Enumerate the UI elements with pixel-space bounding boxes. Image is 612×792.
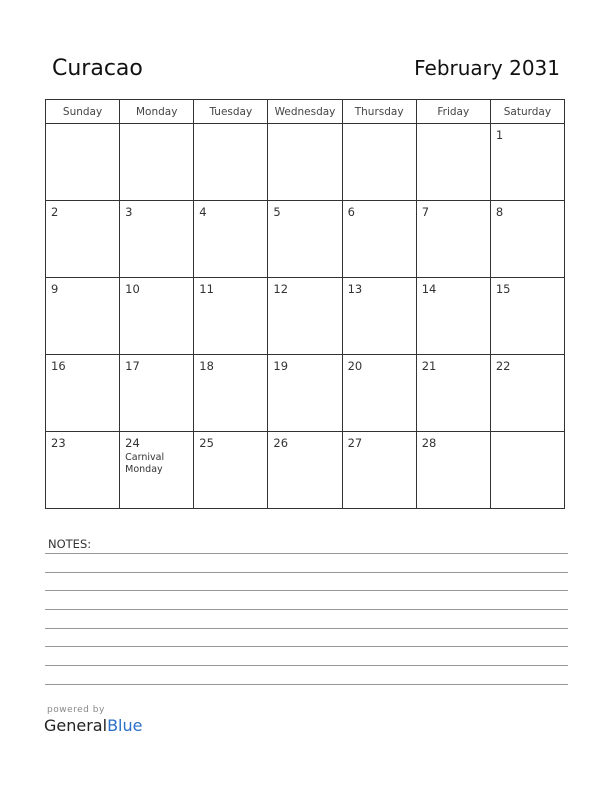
day-number: 3 bbox=[125, 205, 133, 219]
day-cell bbox=[416, 432, 490, 509]
note-line bbox=[45, 628, 568, 629]
day-cell bbox=[342, 201, 416, 278]
day-cell bbox=[120, 278, 194, 355]
brand-logo bbox=[44, 705, 142, 735]
day-cell bbox=[194, 432, 268, 509]
day-cell bbox=[46, 278, 120, 355]
notes-label: NOTES: bbox=[48, 537, 92, 551]
day-number: 10 bbox=[125, 282, 140, 296]
day-number: 26 bbox=[273, 436, 289, 450]
day-number bbox=[46, 124, 119, 128]
week-row bbox=[46, 432, 565, 509]
day-number bbox=[343, 124, 416, 128]
day-number: 9 bbox=[51, 282, 59, 296]
weekday-header-row bbox=[46, 100, 565, 124]
day-cell bbox=[268, 278, 342, 355]
brand-name bbox=[44, 716, 142, 735]
day-cell bbox=[416, 278, 490, 355]
day-cell bbox=[120, 124, 194, 201]
country-title: Curacao bbox=[52, 56, 143, 81]
holiday-label-line: Carnival bbox=[125, 452, 165, 463]
calendar-grid bbox=[45, 99, 565, 509]
day-number: 17 bbox=[125, 359, 140, 373]
day-number bbox=[417, 124, 490, 128]
day-cell bbox=[194, 201, 268, 278]
day-number bbox=[120, 124, 193, 128]
day-cell bbox=[268, 355, 342, 432]
day-number: 22 bbox=[495, 359, 511, 373]
day-cell bbox=[490, 124, 564, 201]
day-cell bbox=[120, 432, 194, 509]
weekday-monday: Monday bbox=[120, 100, 194, 124]
day-number bbox=[194, 124, 267, 128]
day-number: 20 bbox=[347, 359, 363, 373]
day-cell bbox=[416, 355, 490, 432]
note-line bbox=[45, 572, 568, 573]
weekday-friday: Friday bbox=[416, 100, 490, 124]
day-cell bbox=[120, 201, 194, 278]
day-number: 2 bbox=[51, 205, 59, 219]
day-cell bbox=[194, 278, 268, 355]
month-year-title: February 2031 bbox=[414, 56, 560, 80]
day-number: 15 bbox=[495, 282, 511, 296]
day-cell bbox=[416, 124, 490, 201]
day-cell bbox=[194, 124, 268, 201]
day-cell bbox=[268, 201, 342, 278]
note-line bbox=[45, 590, 568, 591]
day-number: 16 bbox=[51, 359, 66, 373]
day-cell bbox=[342, 124, 416, 201]
day-cell bbox=[342, 432, 416, 509]
week-row bbox=[46, 124, 565, 201]
note-line bbox=[45, 553, 568, 554]
day-number: 23 bbox=[51, 436, 66, 450]
note-line bbox=[45, 646, 568, 647]
day-number: 21 bbox=[421, 359, 437, 373]
week-row bbox=[46, 201, 565, 278]
weekday-wednesday: Wednesday bbox=[268, 100, 342, 124]
day-number: 13 bbox=[347, 282, 363, 296]
holiday-label-line: Monday bbox=[125, 464, 163, 475]
day-cell bbox=[120, 355, 194, 432]
day-number: 8 bbox=[495, 205, 504, 219]
brand-general-text: General bbox=[44, 716, 108, 735]
day-number: 25 bbox=[199, 436, 214, 450]
brand-blue-text: Blue bbox=[107, 716, 143, 735]
day-cell bbox=[46, 201, 120, 278]
day-number: 18 bbox=[199, 359, 214, 373]
day-cell bbox=[268, 432, 342, 509]
day-number: 4 bbox=[199, 205, 207, 219]
weekday-saturday: Saturday bbox=[490, 100, 564, 124]
day-number: 11 bbox=[199, 282, 214, 296]
week-row bbox=[46, 278, 565, 355]
day-number: 6 bbox=[347, 205, 355, 219]
day-cell bbox=[342, 278, 416, 355]
day-number: 7 bbox=[421, 205, 430, 219]
day-cell bbox=[490, 355, 564, 432]
day-number bbox=[491, 432, 564, 436]
day-cell bbox=[268, 124, 342, 201]
day-cell bbox=[194, 355, 268, 432]
day-number: 27 bbox=[347, 436, 363, 450]
day-cell bbox=[46, 355, 120, 432]
holiday-label bbox=[120, 450, 193, 476]
weekday-sunday: Sunday bbox=[46, 100, 120, 124]
note-line bbox=[45, 665, 568, 666]
note-line bbox=[45, 609, 568, 610]
day-cell bbox=[490, 278, 564, 355]
day-cell bbox=[46, 124, 120, 201]
note-line bbox=[45, 684, 568, 685]
weekday-tuesday: Tuesday bbox=[194, 100, 268, 124]
week-row bbox=[46, 355, 565, 432]
day-number: 14 bbox=[421, 282, 437, 296]
day-cell bbox=[490, 432, 564, 509]
powered-by-text: powered by bbox=[47, 705, 105, 715]
weekday-thursday: Thursday bbox=[342, 100, 416, 124]
day-cell bbox=[46, 432, 120, 509]
day-number: 19 bbox=[273, 359, 289, 373]
day-number bbox=[268, 124, 341, 128]
day-cell bbox=[490, 201, 564, 278]
day-number: 5 bbox=[273, 205, 281, 219]
day-number: 28 bbox=[421, 436, 437, 450]
day-cell bbox=[416, 201, 490, 278]
day-number: 12 bbox=[273, 282, 289, 296]
day-number: 1 bbox=[495, 128, 504, 142]
day-number: 24 bbox=[125, 436, 140, 450]
day-cell bbox=[342, 355, 416, 432]
